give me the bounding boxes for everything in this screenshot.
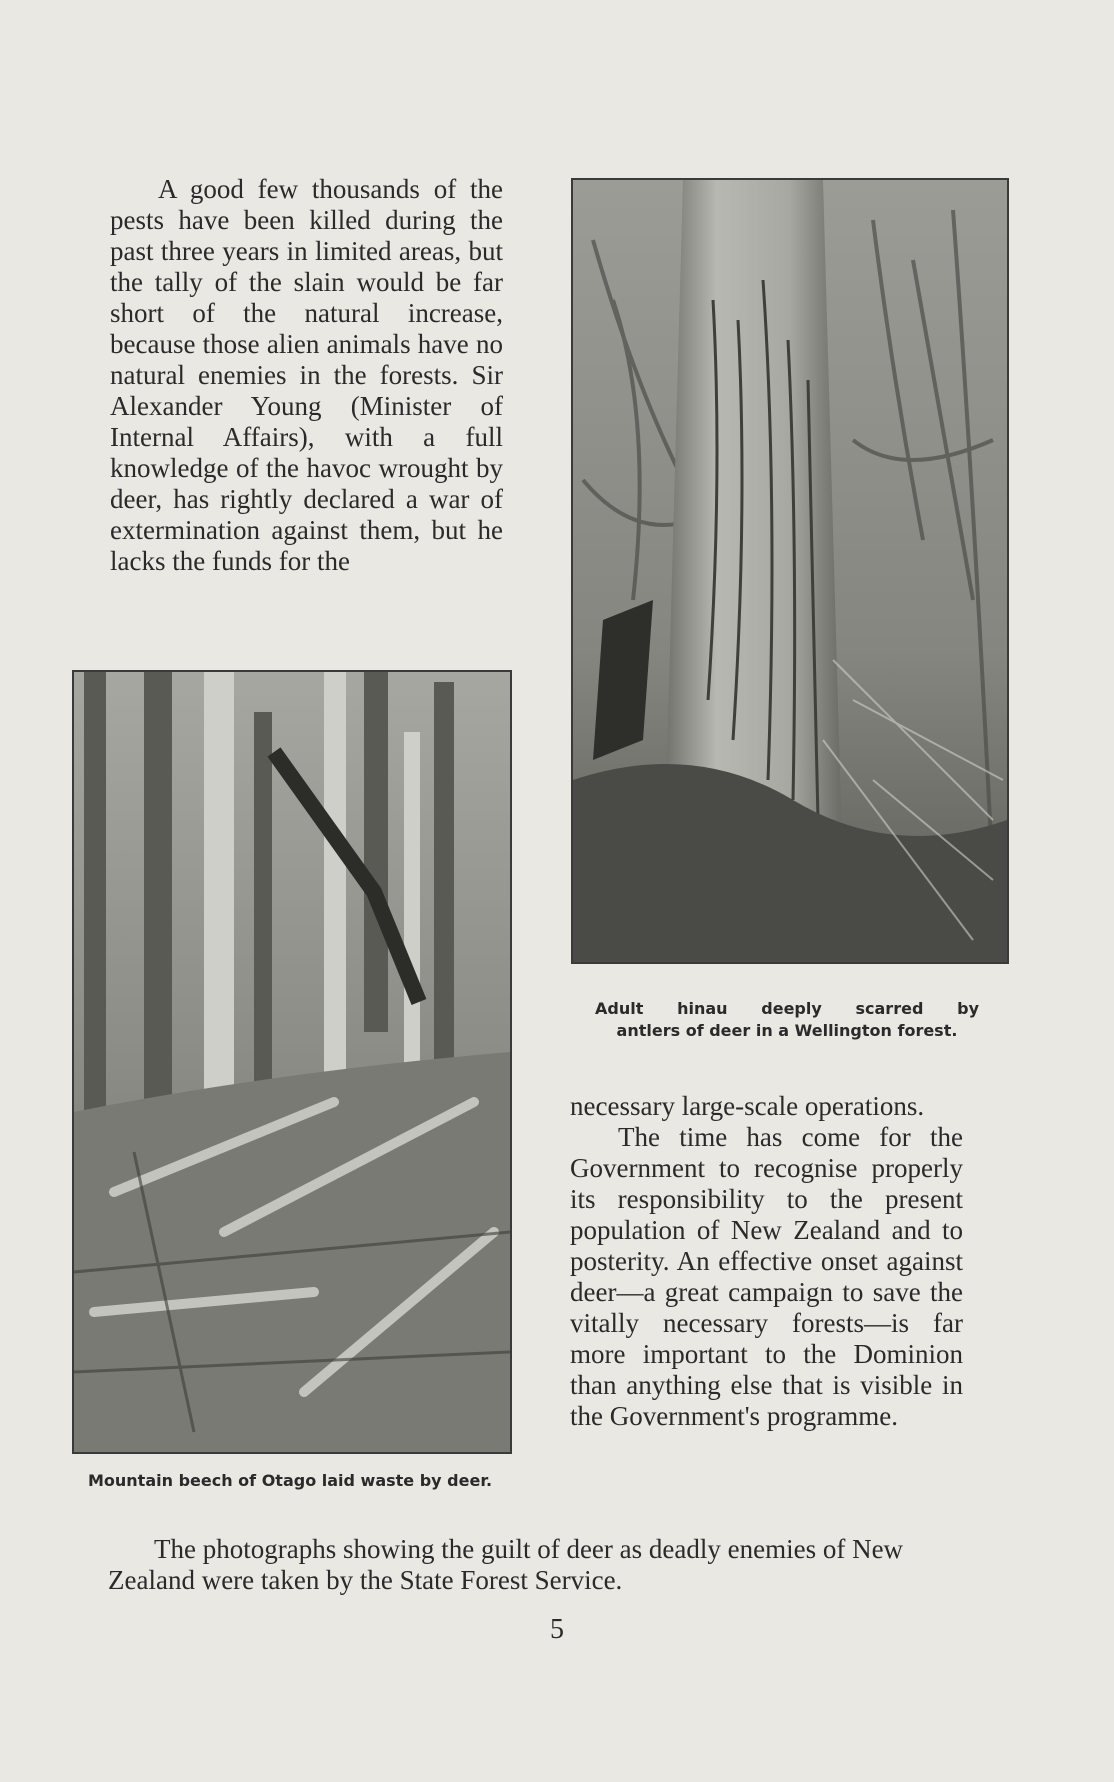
- text-column-right: [570, 1091, 963, 1432]
- caption-mountain-beech: Mountain beech of Otago laid waste by deer.: [87, 1471, 493, 1490]
- beech-forest-image: [74, 672, 510, 1452]
- paragraph-deer-killed: A good few thousands of the pests have been killed during the past three years in limited areas, but the tally of the slain would be far short of the natural increase, because those alien animals have no natural enemies in the forests. Sir Alexander Young (Minister of Internal Affairs), with a full knowledge of the havoc wrought by deer, has rightly declared a war of extermination against them, but he lacks the funds for the: [110, 174, 503, 576]
- photo-mountain-beech: [72, 670, 512, 1454]
- photo-adult-hinau: [571, 178, 1009, 964]
- caption-hinau-rest: antlers of deer in a Wellington forest.: [616, 1021, 958, 1040]
- bleed-through-heading: [210, 130, 930, 157]
- paragraph-government: The time has come for the Government to recognise properly its responsibility to the present population of New Zealand and to posterity. An effective onset against deer—a great campaign to save the vitally necessary forests—is far more important to the Dominion than anything else that is visible in the Government's programme.: [570, 1122, 963, 1431]
- caption-adult-hinau: [595, 998, 979, 1042]
- closing-paragraph: [108, 1534, 970, 1596]
- hinau-forest-image: [573, 180, 1007, 962]
- continuation-text: necessary large-scale operations.: [570, 1091, 925, 1121]
- closing-text: The photographs showing the guilt of deer as deadly enemies of New Zealand were taken by the State Forest Service.: [108, 1534, 904, 1595]
- text-column-left: [110, 174, 503, 577]
- caption-hinau-line1: Adult hinau deeply scarred by: [595, 999, 979, 1018]
- page-number: 5: [550, 1614, 564, 1645]
